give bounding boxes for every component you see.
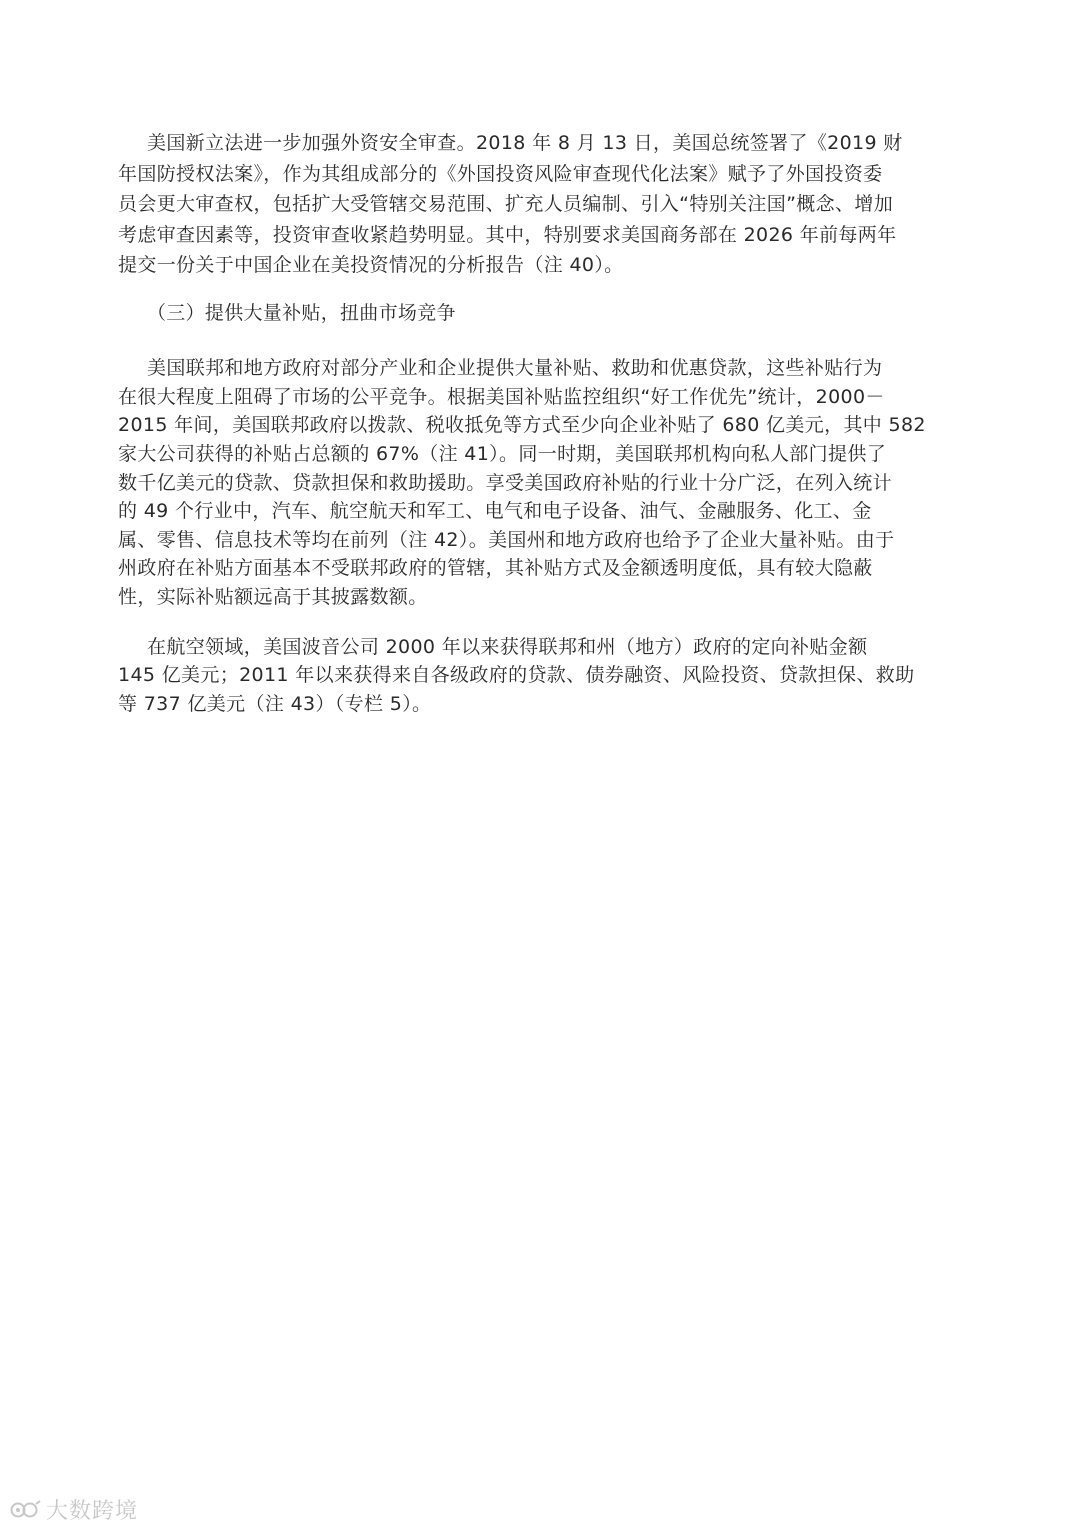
paragraph-2-line-9: 性，实际补贴额远高于其披露数额。 bbox=[118, 586, 428, 608]
paragraph-2-line-1: 美国联邦和地方政府对部分产业和企业提供大量补贴、救助和优惠贷款，这些补贴行为 bbox=[147, 357, 883, 379]
paragraph-1-line-2: 年国防授权法案》，作为其组成部分的《外国投资风险审查现代化法案》赋予了外国投资委 bbox=[118, 163, 883, 185]
paragraph-2-line-4: 家大公司获得的补贴占总额的 67%（注 41）。同一时期，美国联邦机构向私人部门提供了 bbox=[118, 443, 887, 465]
paragraph-1-line-5: 提交一份关于中国企业在美投资情况的分析报告（注 40）。 bbox=[118, 254, 624, 276]
paragraph-3-line-1: 在航空领域，美国波音公司 2000 年以来获得联邦和州（地方）政府的定向补贴金额 bbox=[147, 636, 868, 658]
watermark-text: 大数跨境 bbox=[46, 1499, 139, 1524]
paragraph-2-line-2: 在很大程度上阻碍了市场的公平竞争。根据美国补贴监控组织“好工作优先”统计，2000－ bbox=[118, 386, 885, 408]
paragraph-3-line-3: 等 737 亿美元（注 43）（专栏 5）。 bbox=[118, 693, 432, 715]
paragraph-3-line-2: 145 亿美元；2011 年以来获得来自各级政府的贷款、债券融资、风险投资、贷款担保、救助 bbox=[118, 664, 915, 686]
paragraph-1-line-3: 员会更大审查权，包括扩大受管辖交易范围、扩充人员编制、引入“特别关注国”概念、增加 bbox=[118, 193, 894, 215]
paragraph-1-line-4: 考虑审查因素等，投资审查收紧趋势明显。其中，特别要求美国商务部在 2026 年前每两年 bbox=[118, 224, 897, 246]
paragraph-2-line-7: 属、零售、信息技术等均在前列（注 42）。美国州和地方政府也给予了企业大量补贴。由于 bbox=[118, 529, 895, 551]
paragraph-2-line-6: 的 49 个行业中，汽车、航空航天和军工、电气和电子设备、油气、金融服务、化工、金 bbox=[118, 500, 872, 522]
dashuo-logo-icon bbox=[10, 1498, 42, 1522]
paragraph-2-line-3: 2015 年间，美国联邦政府以拨款、税收抵免等方式至少向企业补贴了 680 亿美元，其中 582 bbox=[118, 414, 926, 436]
paragraph-1-line-1: 美国新立法进一步加强外资安全审查。2018 年 8 月 13 日，美国总统签署了《2019 财 bbox=[147, 132, 903, 154]
section-heading: （三）提供大量补贴，扭曲市场竞争 bbox=[147, 302, 456, 324]
paragraph-2-line-8: 州政府在补贴方面基本不受联邦政府的管辖，其补贴方式及金额透明度低，具有较大隐蔽 bbox=[118, 557, 873, 579]
paragraph-2-line-5: 数千亿美元的贷款、贷款担保和救助援助。享受美国政府补贴的行业十分广泛，在列入统计 bbox=[118, 472, 893, 494]
watermark bbox=[10, 1494, 138, 1525]
